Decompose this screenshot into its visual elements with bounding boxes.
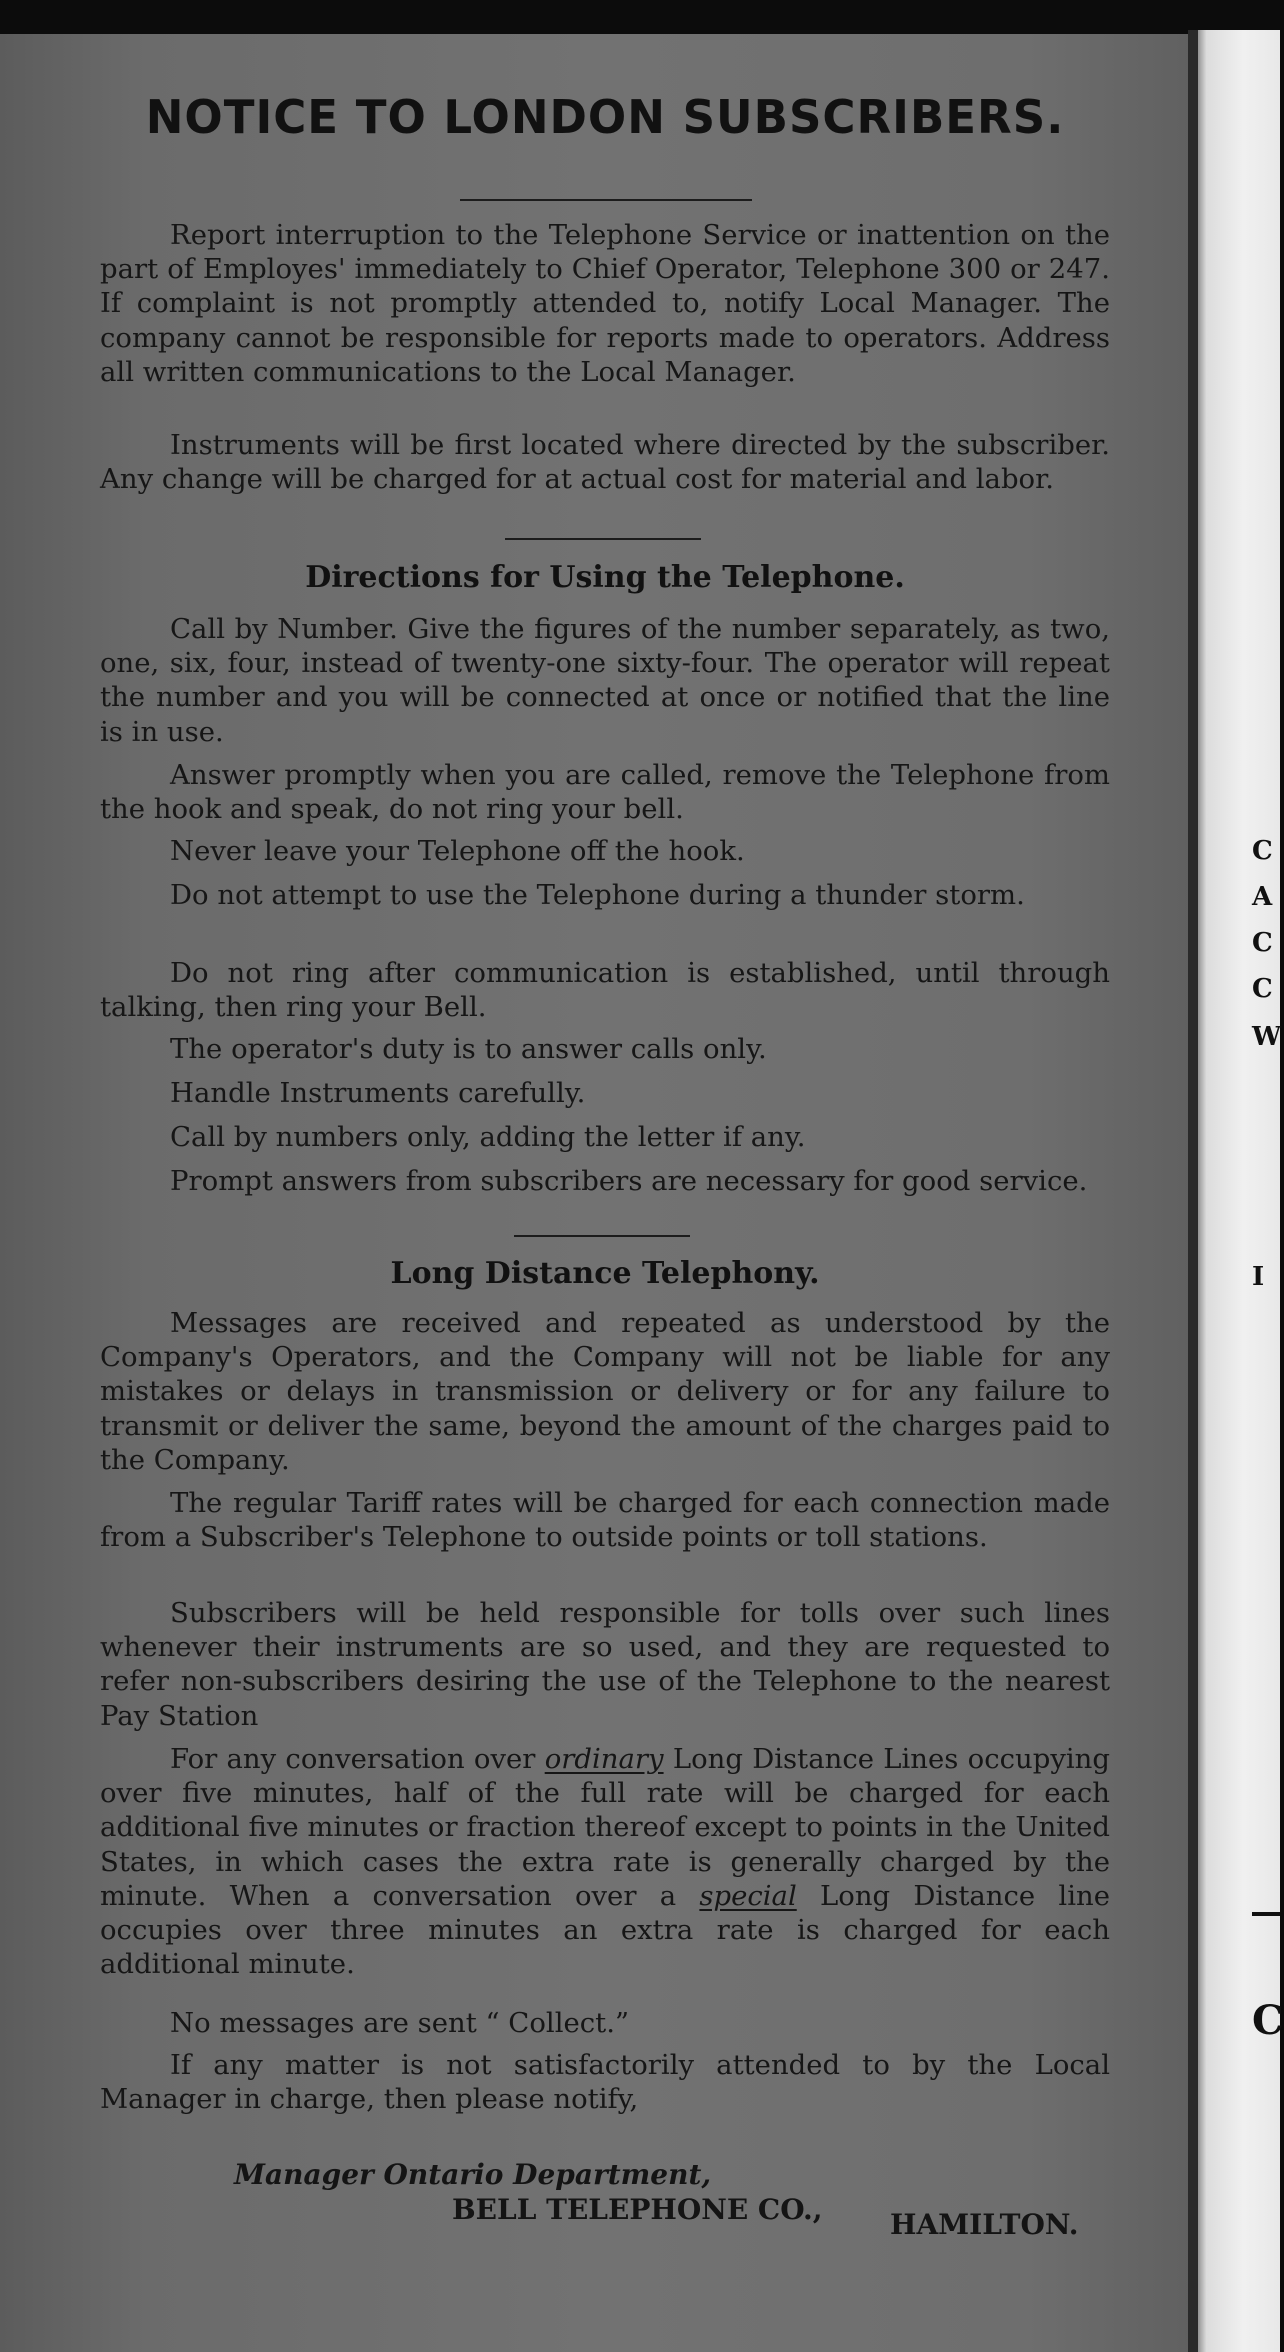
signature-manager: Manager Ontario Department, xyxy=(234,2158,712,2191)
signature-city: HAMILTON. xyxy=(890,2208,1079,2241)
section-rule xyxy=(514,1235,690,1237)
edge-fragment: C xyxy=(1252,974,1273,1004)
direction-item: The operator's duty is to answer calls only. xyxy=(170,1033,767,1065)
long-distance-heading: Long Distance Telephony. xyxy=(390,1256,820,1291)
ordinary-emphasis: ordinary xyxy=(544,1743,664,1775)
rate-text: For any conversation over xyxy=(170,1743,545,1775)
rate-text: Long Distance line occupies over three minutes an extra rate is charged for each additional minute. xyxy=(100,1879,1110,1981)
edge-fragment: C xyxy=(1252,928,1273,958)
section-rule xyxy=(505,538,701,540)
special-emphasis: special xyxy=(699,1879,797,1912)
directions-heading: Directions for Using the Telephone. xyxy=(305,560,905,595)
collect-note: No messages are sent “ Collect.” xyxy=(170,2007,630,2039)
signature-company: BELL TELEPHONE CO., xyxy=(452,2193,823,2226)
direction-item: Handle Instruments carefully. xyxy=(170,1077,586,1109)
rate-text: Long Distance Lines occupying over five minutes, half of the full rate will be charged for each additional five minutes or fraction thereof except to points in the United States, in which cases the extra rate is generally charged by the minute. When a conversation over a xyxy=(100,1743,1110,1912)
long-distance-item: Messages are received and repeated as understood by the Company's Operators, and the Company will not be liable for any mistakes or delays in transmission or delivery or for any failure to transmit or deliver the same, beyond the amount of the charges paid to the Company. xyxy=(100,1307,1110,1476)
intro-paragraph: Instruments will be first located where directed by the subscriber. Any change will be charged for at actual cost for material and labor. xyxy=(100,429,1110,496)
notice-title: NOTICE TO LONDON SUBSCRIBERS. xyxy=(145,90,1065,144)
edge-rule xyxy=(1252,1912,1280,1916)
rate-paragraph xyxy=(100,1742,1110,1981)
adjacent-page-text-fragments xyxy=(1252,0,1284,2352)
long-distance-item: The regular Tariff rates will be charged for each connection made from a Subscriber's Telephone to outside points or toll stations. xyxy=(100,1487,1110,1554)
direction-item: Answer promptly when you are called, remove the Telephone from the hook and speak, do not ring your bell. xyxy=(100,759,1110,826)
closing-paragraph: If any matter is not satisfactorily attended to by the Local Manager in charge, then please notify, xyxy=(100,2049,1110,2116)
title-rule xyxy=(460,199,752,201)
intro-paragraph: Report interruption to the Telephone Service or inattention on the part of Employes' immediately to Chief Operator, Telephone 300 or 247. If complaint is not promptly attended to, notify Local Manager. The company cannot be responsible for reports made to operators. Address all written communications to the Local Manager. xyxy=(100,219,1110,388)
edge-fragment: C xyxy=(1252,836,1273,866)
direction-item: Do not ring after communication is established, until through talking, then ring your Bell. xyxy=(100,957,1110,1024)
direction-item: Do not attempt to use the Telephone during a thunder storm. xyxy=(170,879,1025,911)
long-distance-item: Subscribers will be held responsible for tolls over such lines whenever their instruments are so used, and they are requested to refer non-subscribers desiring the use of the Telephone to the nearest Pay Station xyxy=(100,1597,1110,1732)
edge-fragment: W xyxy=(1252,1022,1282,1052)
edge-fragment: I xyxy=(1252,1262,1265,1292)
direction-item: Never leave your Telephone off the hook. xyxy=(170,835,745,867)
direction-item: Call by numbers only, adding the letter if any. xyxy=(170,1121,806,1153)
direction-item: Prompt answers from subscribers are necessary for good service. xyxy=(170,1165,1088,1197)
edge-fragment: A xyxy=(1252,882,1273,912)
direction-item: Call by Number. Give the figures of the number separately, as two, one, six, four, instead of twenty-one sixty-four. The operator will repeat the number and you will be connected at once or notified that the line is in use. xyxy=(100,613,1110,748)
edge-fragment: C xyxy=(1252,1997,1284,2044)
top-scan-border xyxy=(0,0,1280,36)
page-gutter xyxy=(1188,30,1198,2352)
